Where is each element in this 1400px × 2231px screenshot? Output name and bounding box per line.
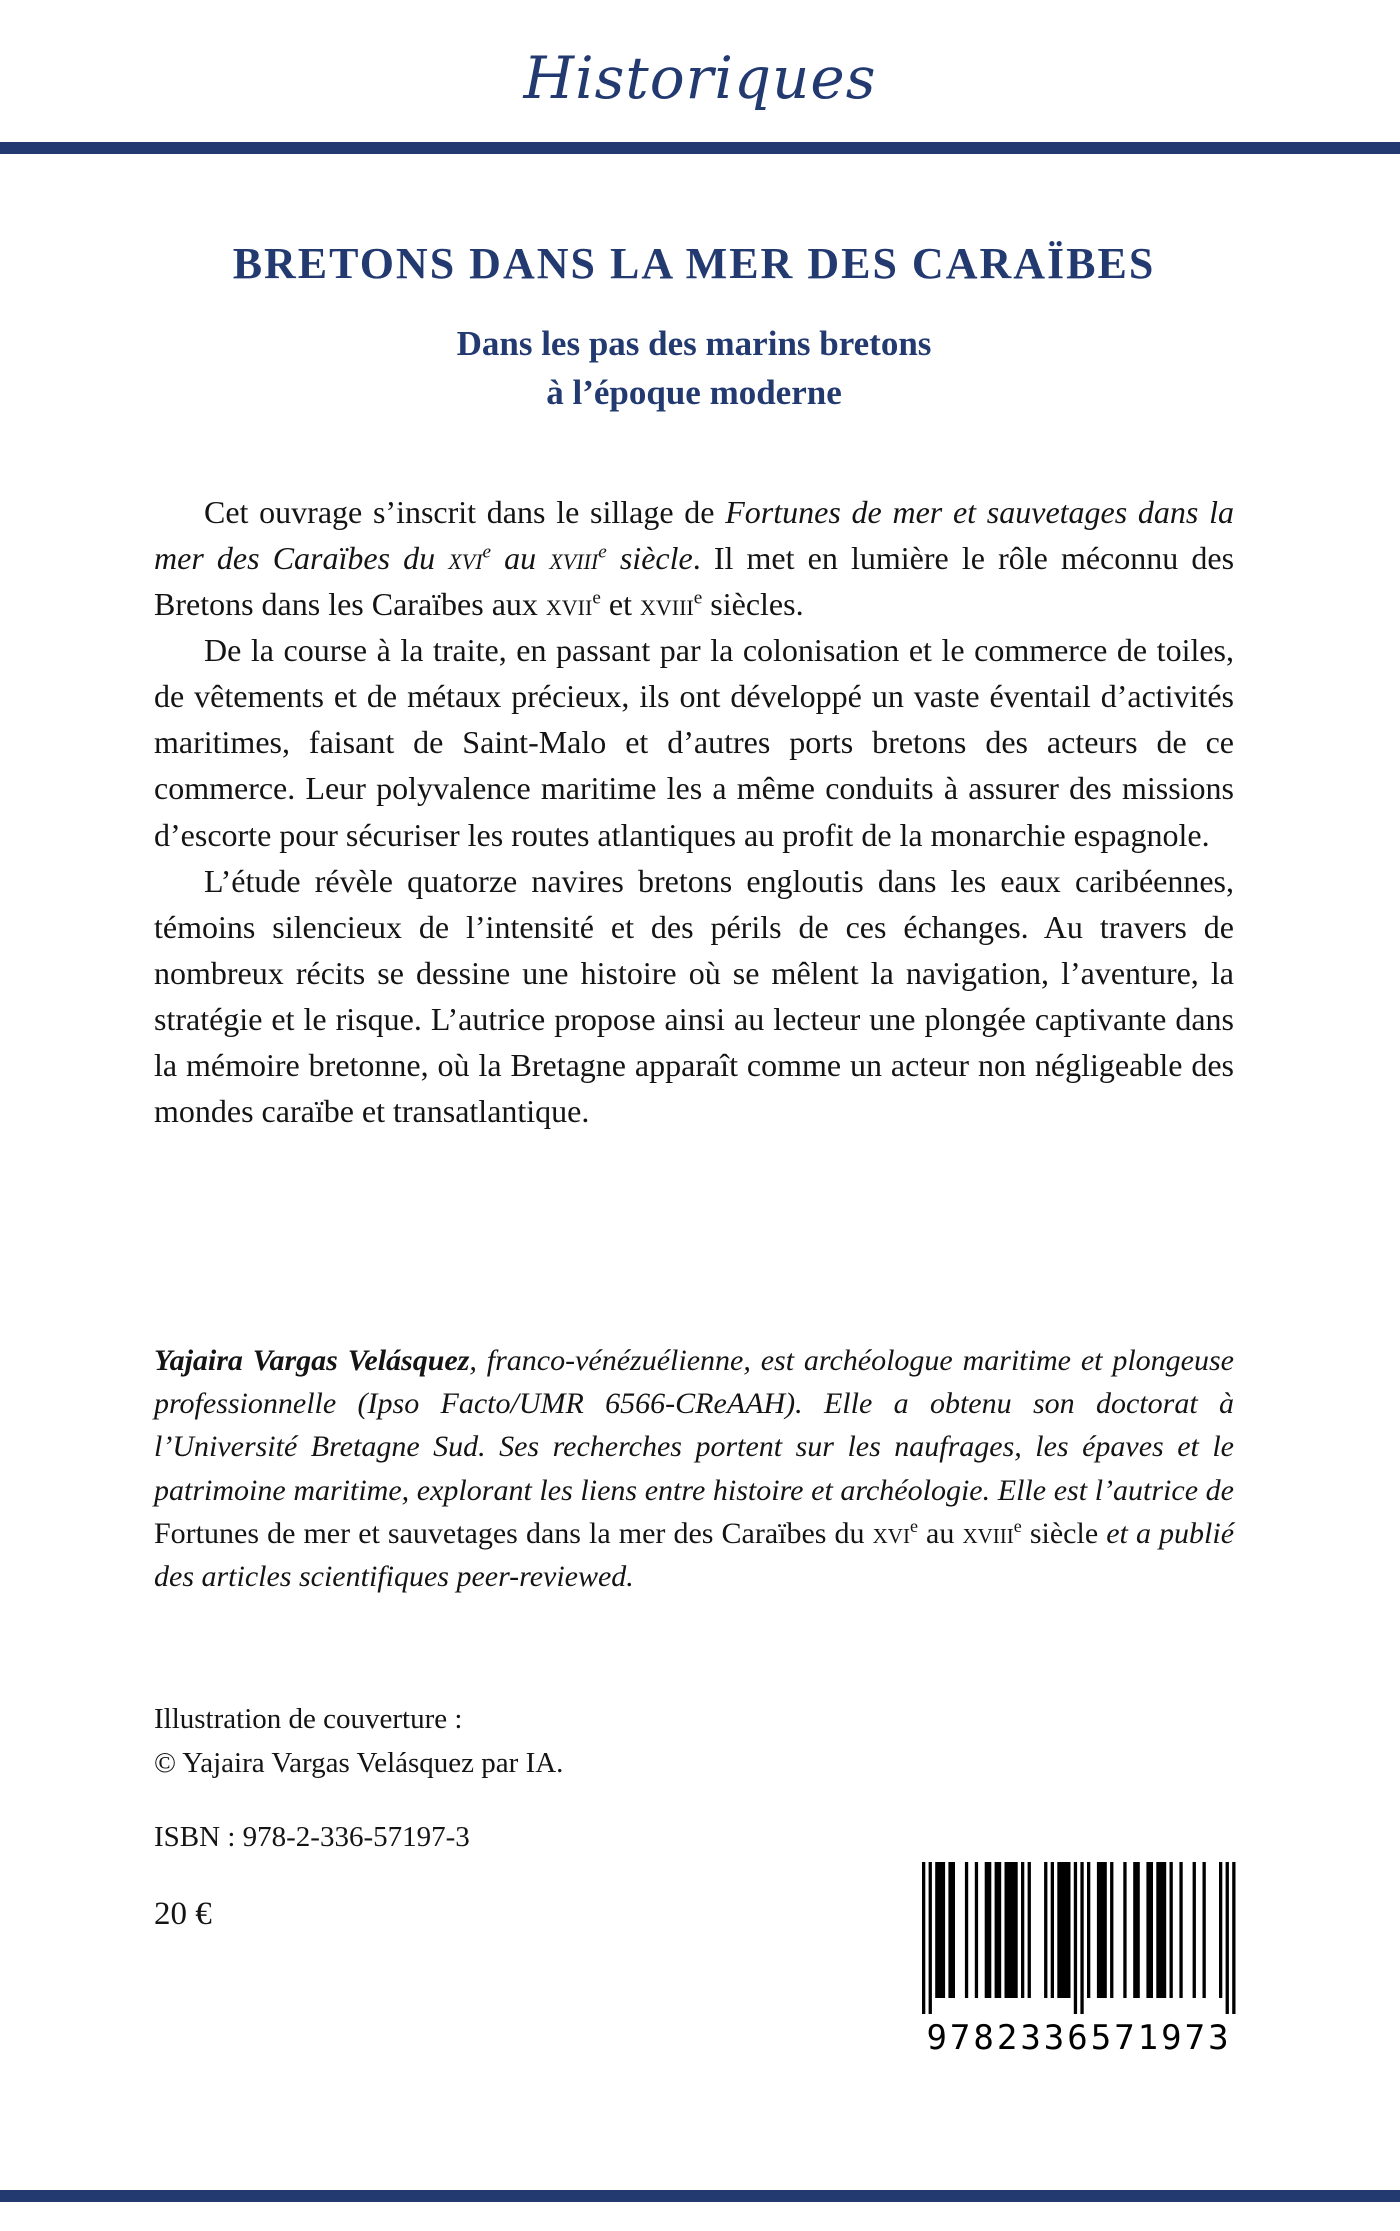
barcode: [917, 1862, 1241, 2066]
collection-logo: Historiques: [523, 44, 877, 112]
top-rule: [0, 142, 1400, 154]
bottom-rule: [0, 2190, 1400, 2202]
body-paragraph: Cet ouvrage s’inscrit dans le sillage de Fortunes de mer et sauvetages dans la mer des Caraïbes du xvi$^e$ au xviii$^e$ siècle. Il met en lumière le rôle méconnu des Bretons dans les Caraïbes aux xvii$^e$ et xviii$^e$ siècles.: [154, 494, 1235, 623]
body-paragraph: L’étude révèle quatorze navires bretons engloutis dans les eaux caribéennes, témoins silencieux de l’intensité et des périls de ces échanges. Au travers de nombreux récits se dessine une histoire où se mêlent la navigation, l’aventure, la stratégie et le risque. L’autrice propose ainsi au lecteur une plongée captivante dans la mémoire bretonne, où la Bretagne apparaît comme un acteur non négligeable des mondes caraïbe et transatlantique.: [154, 862, 1234, 1130]
barcode-digits: 9782336571973: [926, 2018, 1232, 2058]
illustration-credit-line: © Yajaira Vargas Velásquez par IA.: [154, 1746, 564, 1779]
author-bio: Yajaira Vargas Velásquez, franco-vénézuélienne, est archéologue maritime et plongeuse professionnelle (Ipso Facto/UMR 6566-CReAAH). Elle a obtenu son doctorat à l’Université Bretagne Sud. Ses recherches portent sur les naufrages, les épaves et le patrimoine maritime, explorant les liens entre histoire et archéologie. Elle est l’autrice de Fortunes de mer et sauvetages dans la mer des Caraïbes du xvi$^e$ au xviii$^e$ siècle et a publié des articles scientifiques peer-reviewed.: [154, 1344, 1235, 1594]
synopsis: [154, 489, 1234, 1134]
illustration-credit-label: Illustration de couverture :: [154, 1703, 463, 1736]
subtitle-line2: à l’époque moderne: [546, 373, 842, 412]
book-title: BRETONS DANS LA MER DES CARAÏBES: [232, 239, 1156, 288]
isbn: ISBN : 978-2-336-57197-3: [154, 1821, 470, 1854]
barcode-svg: [917, 1862, 1241, 2016]
book-subtitle: [154, 319, 1234, 417]
illustration-credit-block: [154, 1698, 1234, 1785]
body-paragraph: De la course à la traite, en passant par la colonisation et le commerce de toiles, de vêtements et de métaux précieux, ils ont développé un vaste éventail d’activités maritimes, faisant de Saint-Malo et d’autres ports bretons des acteurs de ce commerce. Leur polyvalence maritime les a même conduits à assurer des missions d’escorte pour sécuriser les routes atlantiques au profit de la monarchie espagnole.: [154, 632, 1234, 853]
subtitle-line1: Dans les pas des marins bretons: [456, 324, 932, 363]
price: 20 €: [154, 1896, 212, 1933]
content-column: [154, 238, 1234, 1933]
